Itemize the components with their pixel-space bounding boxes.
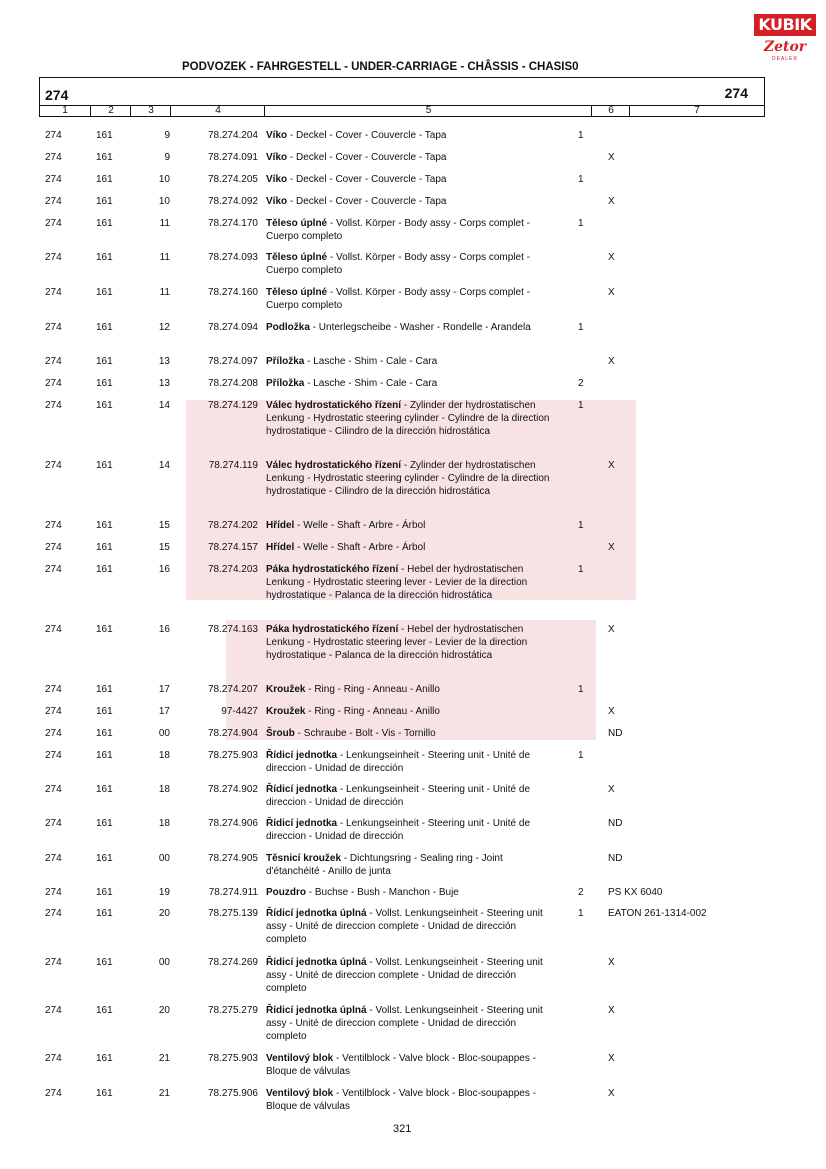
part-name-cz: Válec hydrostatického řízení (266, 460, 402, 471)
part-name-cz: Řídicí jednotka (266, 818, 338, 829)
position-cell: 16 (158, 564, 170, 575)
part-name-cz: Páka hydrostatického řízení (266, 564, 399, 575)
quantity-cell: 1 (578, 322, 584, 333)
part-name-cz: Řídicí jednotka úplná (266, 1005, 367, 1016)
description-cell (266, 563, 556, 602)
position-cell: 9 (164, 130, 170, 141)
position-cell: 21 (158, 1088, 170, 1099)
part-name-cz: Podložka (266, 322, 310, 333)
part-description: - Lasche - Shim - Cale - Cara (304, 378, 438, 389)
description-cell (266, 286, 556, 312)
column-header: 6 (591, 105, 630, 116)
description-cell (266, 623, 556, 662)
position-cell: 14 (158, 400, 170, 411)
part-number-cell: 78.274.902 (207, 784, 258, 795)
part-number-cell: 78.274.097 (207, 356, 258, 367)
position-cell: 20 (158, 1005, 170, 1016)
part-number-cell: 78.274.905 (207, 853, 258, 864)
description-cell (266, 459, 556, 498)
description-cell (266, 251, 556, 277)
part-description: - Ventilblock - Valve block - Bloc-soupappes - Bloque de válvulas (266, 1088, 536, 1112)
part-name-cz: Hřídel (266, 520, 295, 531)
group-cell: 274 (45, 542, 62, 553)
note-cell: X (608, 287, 615, 298)
subgroup-cell: 161 (96, 196, 113, 207)
group-cell: 274 (45, 174, 62, 185)
part-description: - Zylinder der hydrostatischen Lenkung - Hydrostatic steering cylinder - Cylindre de la direction hydrostatique - Cilindro de la dirección hidrostática (266, 400, 550, 437)
part-number-cell: 78.274.207 (207, 684, 258, 695)
part-number-cell: 78.274.163 (207, 624, 258, 635)
group-cell: 274 (45, 784, 62, 795)
part-description: - Lenkungseinheit - Steering unit - Unité de direccion - Unidad de dirección (266, 750, 531, 774)
position-cell: 12 (158, 322, 170, 333)
part-number-cell: 78.274.906 (207, 818, 258, 829)
part-description: - Vollst. Lenkungseinheit - Steering unit assy - Unité de direccion complete - Unidad de dirección completo (266, 908, 543, 945)
group-cell: 274 (45, 356, 62, 367)
part-name-cz: Řídicí jednotka úplná (266, 908, 367, 919)
subgroup-cell: 161 (96, 322, 113, 333)
subgroup-cell: 161 (96, 957, 113, 968)
description-cell (266, 1004, 556, 1043)
part-description: - Vollst. Körper - Body assy - Corps complet - Cuerpo completo (266, 252, 530, 276)
part-description: - Schraube - Bolt - Vis - Tornillo (294, 728, 436, 739)
quantity-cell: 1 (578, 520, 584, 531)
group-cell: 274 (45, 378, 62, 389)
group-cell: 274 (45, 624, 62, 635)
position-cell: 17 (158, 684, 170, 695)
part-number-cell: 78.274.203 (207, 564, 258, 575)
kubik-zetor-logo (754, 14, 816, 66)
note-cell: X (608, 252, 615, 263)
part-number-cell: 97-4427 (221, 706, 258, 717)
part-name-cz: Šroub (266, 728, 295, 739)
description-cell (266, 1087, 556, 1113)
position-cell: 00 (158, 853, 170, 864)
subgroup-cell: 161 (96, 818, 113, 829)
subgroup-cell: 161 (96, 624, 113, 635)
position-cell: 21 (158, 1053, 170, 1064)
subgroup-cell: 161 (96, 564, 113, 575)
group-cell: 274 (45, 196, 62, 207)
part-number-cell: 78.274.208 (207, 378, 258, 389)
part-description: - Buchse - Bush - Manchon - Buje (306, 887, 459, 898)
part-name-cz: Řídicí jednotka (266, 750, 338, 761)
note-cell: X (608, 460, 615, 471)
logo-dealer-text: DEALER (771, 56, 798, 62)
quantity-cell: 1 (578, 400, 584, 411)
part-name-cz: Páka hydrostatického řízení (266, 624, 399, 635)
part-description: - Ring - Ring - Anneau - Anillo (305, 706, 440, 717)
position-cell: 17 (158, 706, 170, 717)
subgroup-cell: 161 (96, 520, 113, 531)
part-number-cell: 78.275.279 (207, 1005, 258, 1016)
part-description: - Vollst. Lenkungseinheit - Steering unit assy - Unité de direccion complete - Unidad de dirección completo (266, 1005, 543, 1042)
note-cell: X (608, 1088, 615, 1099)
part-number-cell: 78.274.093 (207, 252, 258, 263)
part-description: - Deckel - Cover - Couvercle - Tapa (287, 174, 447, 185)
subgroup-cell: 161 (96, 1053, 113, 1064)
description-cell (266, 852, 556, 878)
part-name-cz: Těleso úplné (266, 287, 328, 298)
part-number-cell: 78.274.119 (208, 460, 258, 471)
subgroup-cell: 161 (96, 378, 113, 389)
part-number-cell: 78.274.205 (207, 174, 258, 185)
part-description: - Vollst. Lenkungseinheit - Steering unit assy - Unité de direccion complete - Unidad de dirección completo (266, 957, 543, 994)
part-description: - Hebel der hydrostatischen Lenkung - Hydrostatic steering lever - Levier de la direction hydrostatique - Palanca de la dirección hidrostática (266, 564, 528, 601)
column-header: 4 (170, 105, 265, 116)
description-cell (266, 541, 556, 554)
part-number-cell: 78.274.160 (207, 287, 258, 298)
part-description: - Lenkungseinheit - Steering unit - Unité de direccion - Unidad de dirección (266, 818, 531, 842)
part-number-cell: 78.275.903 (207, 1053, 258, 1064)
group-cell: 274 (45, 853, 62, 864)
group-cell: 274 (45, 887, 62, 898)
part-description: - Zylinder der hydrostatischen Lenkung - Hydrostatic steering cylinder - Cylindre de la direction hydrostatique - Cilindro de la dirección hidrostática (266, 460, 550, 497)
part-name-cz: Víko (266, 196, 288, 207)
note-cell: X (608, 196, 615, 207)
position-cell: 00 (158, 957, 170, 968)
part-name-cz: Kroužek (266, 706, 306, 717)
position-cell: 19 (158, 887, 170, 898)
part-description: - Ring - Ring - Anneau - Anillo (305, 684, 440, 695)
part-name-cz: Příložka (266, 356, 305, 367)
subgroup-cell: 161 (96, 460, 113, 471)
page-number: 321 (393, 1123, 412, 1135)
part-description: - Ventilblock - Valve block - Bloc-soupappes - Bloque de válvulas (266, 1053, 536, 1077)
position-cell: 14 (158, 460, 170, 471)
quantity-cell: 1 (578, 684, 584, 695)
group-cell: 274 (45, 706, 62, 717)
description-cell (266, 1052, 556, 1078)
group-cell: 274 (45, 564, 62, 575)
note-cell: ND (608, 818, 623, 829)
subgroup-cell: 161 (96, 356, 113, 367)
description-cell (266, 321, 556, 334)
description-cell (266, 519, 556, 532)
position-cell: 20 (158, 908, 170, 919)
description-cell (266, 173, 556, 186)
group-cell: 274 (45, 520, 62, 531)
position-cell: 15 (158, 520, 170, 531)
part-description: - Unterlegscheibe - Washer - Rondelle - Arandela (309, 322, 531, 333)
subgroup-cell: 161 (96, 684, 113, 695)
description-cell (266, 956, 556, 995)
group-cell: 274 (45, 818, 62, 829)
description-cell (266, 727, 556, 740)
part-number-cell: 78.274.170 (207, 218, 258, 229)
quantity-cell: 1 (578, 564, 584, 575)
part-number-cell: 78.274.157 (207, 542, 258, 553)
part-description: - Welle - Shaft - Arbre - Árbol (294, 542, 426, 553)
part-name-cz: Řídicí jednotka úplná (266, 957, 367, 968)
subgroup-cell: 161 (96, 130, 113, 141)
subgroup-cell: 161 (96, 174, 113, 185)
column-header: 7 (629, 105, 764, 116)
part-name-cz: Víko (266, 130, 288, 141)
subgroup-cell: 161 (96, 887, 113, 898)
part-name-cz: Víko (266, 174, 288, 185)
column-header: 3 (130, 105, 171, 116)
description-cell (266, 783, 556, 809)
part-name-cz: Ventilový blok (266, 1053, 334, 1064)
group-cell: 274 (45, 460, 62, 471)
part-name-cz: Řídicí jednotka (266, 784, 338, 795)
group-cell: 274 (45, 684, 62, 695)
part-description: - Lenkungseinheit - Steering unit - Unité de direccion - Unidad de dirección (266, 784, 531, 808)
column-header: 1 (62, 105, 68, 116)
part-number-cell: 78.274.204 (207, 130, 258, 141)
part-name-cz: Kroužek (266, 684, 306, 695)
subgroup-cell: 161 (96, 784, 113, 795)
group-cell: 274 (45, 287, 62, 298)
part-description: - Vollst. Körper - Body assy - Corps complet - Cuerpo completo (266, 218, 530, 242)
part-number-cell: 78.275.903 (207, 750, 258, 761)
part-description: - Deckel - Cover - Couvercle - Tapa (287, 152, 447, 163)
position-cell: 00 (158, 728, 170, 739)
group-cell: 274 (45, 130, 62, 141)
note-cell: ND (608, 728, 623, 739)
column-header: 5 (264, 105, 592, 116)
group-cell: 274 (45, 1005, 62, 1016)
part-description: - Vollst. Körper - Body assy - Corps complet - Cuerpo completo (266, 287, 530, 311)
description-cell (266, 705, 556, 718)
part-description: - Deckel - Cover - Couvercle - Tapa (287, 196, 447, 207)
note-cell: EATON 261-1314-002 (608, 908, 707, 919)
position-cell: 11 (159, 287, 170, 298)
subgroup-cell: 161 (96, 218, 113, 229)
part-name-cz: Ventilový blok (266, 1088, 334, 1099)
description-cell (266, 129, 556, 142)
description-cell (266, 151, 556, 164)
quantity-cell: 1 (578, 750, 584, 761)
subgroup-cell: 161 (96, 1088, 113, 1099)
note-cell: ND (608, 853, 623, 864)
part-number-cell: 78.274.092 (207, 196, 258, 207)
group-cell: 274 (45, 152, 62, 163)
group-cell: 274 (45, 218, 62, 229)
position-cell: 16 (158, 624, 170, 635)
quantity-cell: 2 (578, 378, 584, 389)
description-cell (266, 217, 556, 243)
quantity-cell: 1 (578, 908, 584, 919)
part-number-cell: 78.274.091 (207, 152, 258, 163)
description-cell (266, 377, 556, 390)
description-cell (266, 886, 556, 899)
description-cell (266, 355, 556, 368)
group-cell: 274 (45, 1088, 62, 1099)
part-number-cell: 78.274.911 (208, 887, 258, 898)
note-cell: X (608, 356, 615, 367)
part-number-cell: 78.274.904 (207, 728, 258, 739)
part-name-cz: Víko (266, 152, 288, 163)
subgroup-cell: 161 (96, 287, 113, 298)
group-cell: 274 (45, 728, 62, 739)
position-cell: 15 (158, 542, 170, 553)
subgroup-cell: 161 (96, 1005, 113, 1016)
part-name-cz: Těleso úplné (266, 252, 328, 263)
subgroup-cell: 161 (96, 908, 113, 919)
subgroup-cell: 161 (96, 400, 113, 411)
part-description: - Lasche - Shim - Cale - Cara (304, 356, 438, 367)
note-cell: X (608, 1005, 615, 1016)
subgroup-cell: 161 (96, 152, 113, 163)
description-cell (266, 907, 556, 946)
description-cell (266, 683, 556, 696)
group-cell: 274 (45, 322, 62, 333)
subgroup-cell: 161 (96, 252, 113, 263)
quantity-cell: 2 (578, 887, 584, 898)
part-number-cell: 78.274.129 (207, 400, 258, 411)
position-cell: 13 (158, 378, 170, 389)
note-cell: X (608, 784, 615, 795)
subgroup-cell: 161 (96, 706, 113, 717)
part-number-cell: 78.275.139 (207, 908, 258, 919)
part-description: - Deckel - Cover - Couvercle - Tapa (287, 130, 447, 141)
logo-kubik-text: KUBIK (754, 14, 816, 36)
part-name-cz: Pouzdro (266, 887, 306, 898)
part-description: - Hebel der hydrostatischen Lenkung - Hydrostatic steering lever - Levier de la direction hydrostatique - Palanca de la dirección hidrostática (266, 624, 528, 661)
part-number-cell: 78.274.094 (207, 322, 258, 333)
part-name-cz: Těsnicí kroužek (266, 853, 342, 864)
group-number-left: 274 (45, 87, 69, 103)
subgroup-cell: 161 (96, 853, 113, 864)
part-description: - Welle - Shaft - Arbre - Árbol (294, 520, 426, 531)
group-cell: 274 (45, 957, 62, 968)
position-cell: 11 (159, 252, 170, 263)
position-cell: 13 (158, 356, 170, 367)
part-number-cell: 78.274.269 (207, 957, 258, 968)
group-cell: 274 (45, 1053, 62, 1064)
group-header (39, 77, 765, 117)
part-number-cell: 78.275.906 (207, 1088, 258, 1099)
group-cell: 274 (45, 400, 62, 411)
position-cell: 18 (158, 750, 170, 761)
column-header: 2 (90, 105, 131, 116)
quantity-cell: 1 (578, 130, 584, 141)
position-cell: 10 (158, 196, 170, 207)
description-cell (266, 749, 556, 775)
description-cell (266, 195, 556, 208)
note-cell: X (608, 624, 615, 635)
description-cell (266, 817, 556, 843)
quantity-cell: 1 (578, 218, 584, 229)
quantity-cell: 1 (578, 174, 584, 185)
page-title: PODVOZEK - FAHRGESTELL - UNDER-CARRIAGE - CHÂSSIS - CHASIS0 (182, 61, 579, 73)
position-cell: 11 (159, 218, 170, 229)
subgroup-cell: 161 (96, 750, 113, 761)
description-cell (266, 399, 556, 438)
note-cell: X (608, 957, 615, 968)
part-description: - Dichtungsring - Sealing ring - Joint d'étanchéité - Anillo de junta (266, 853, 503, 877)
subgroup-cell: 161 (96, 728, 113, 739)
position-cell: 10 (158, 174, 170, 185)
note-cell: X (608, 706, 615, 717)
note-cell: X (608, 1053, 615, 1064)
group-number-right: 274 (724, 85, 748, 101)
column-header-row (40, 105, 764, 117)
part-name-cz: Těleso úplné (266, 218, 328, 229)
note-cell: X (608, 152, 615, 163)
subgroup-cell: 161 (96, 542, 113, 553)
logo-zetor-text: Zetor (763, 39, 807, 55)
position-cell: 9 (164, 152, 170, 163)
note-cell: PS KX 6040 (608, 887, 663, 898)
group-cell: 274 (45, 252, 62, 263)
part-name-cz: Hřídel (266, 542, 295, 553)
part-number-cell: 78.274.202 (207, 520, 258, 531)
part-name-cz: Válec hydrostatického řízení (266, 400, 402, 411)
group-cell: 274 (45, 750, 62, 761)
part-name-cz: Příložka (266, 378, 305, 389)
position-cell: 18 (158, 818, 170, 829)
position-cell: 18 (158, 784, 170, 795)
group-cell: 274 (45, 908, 62, 919)
note-cell: X (608, 542, 615, 553)
